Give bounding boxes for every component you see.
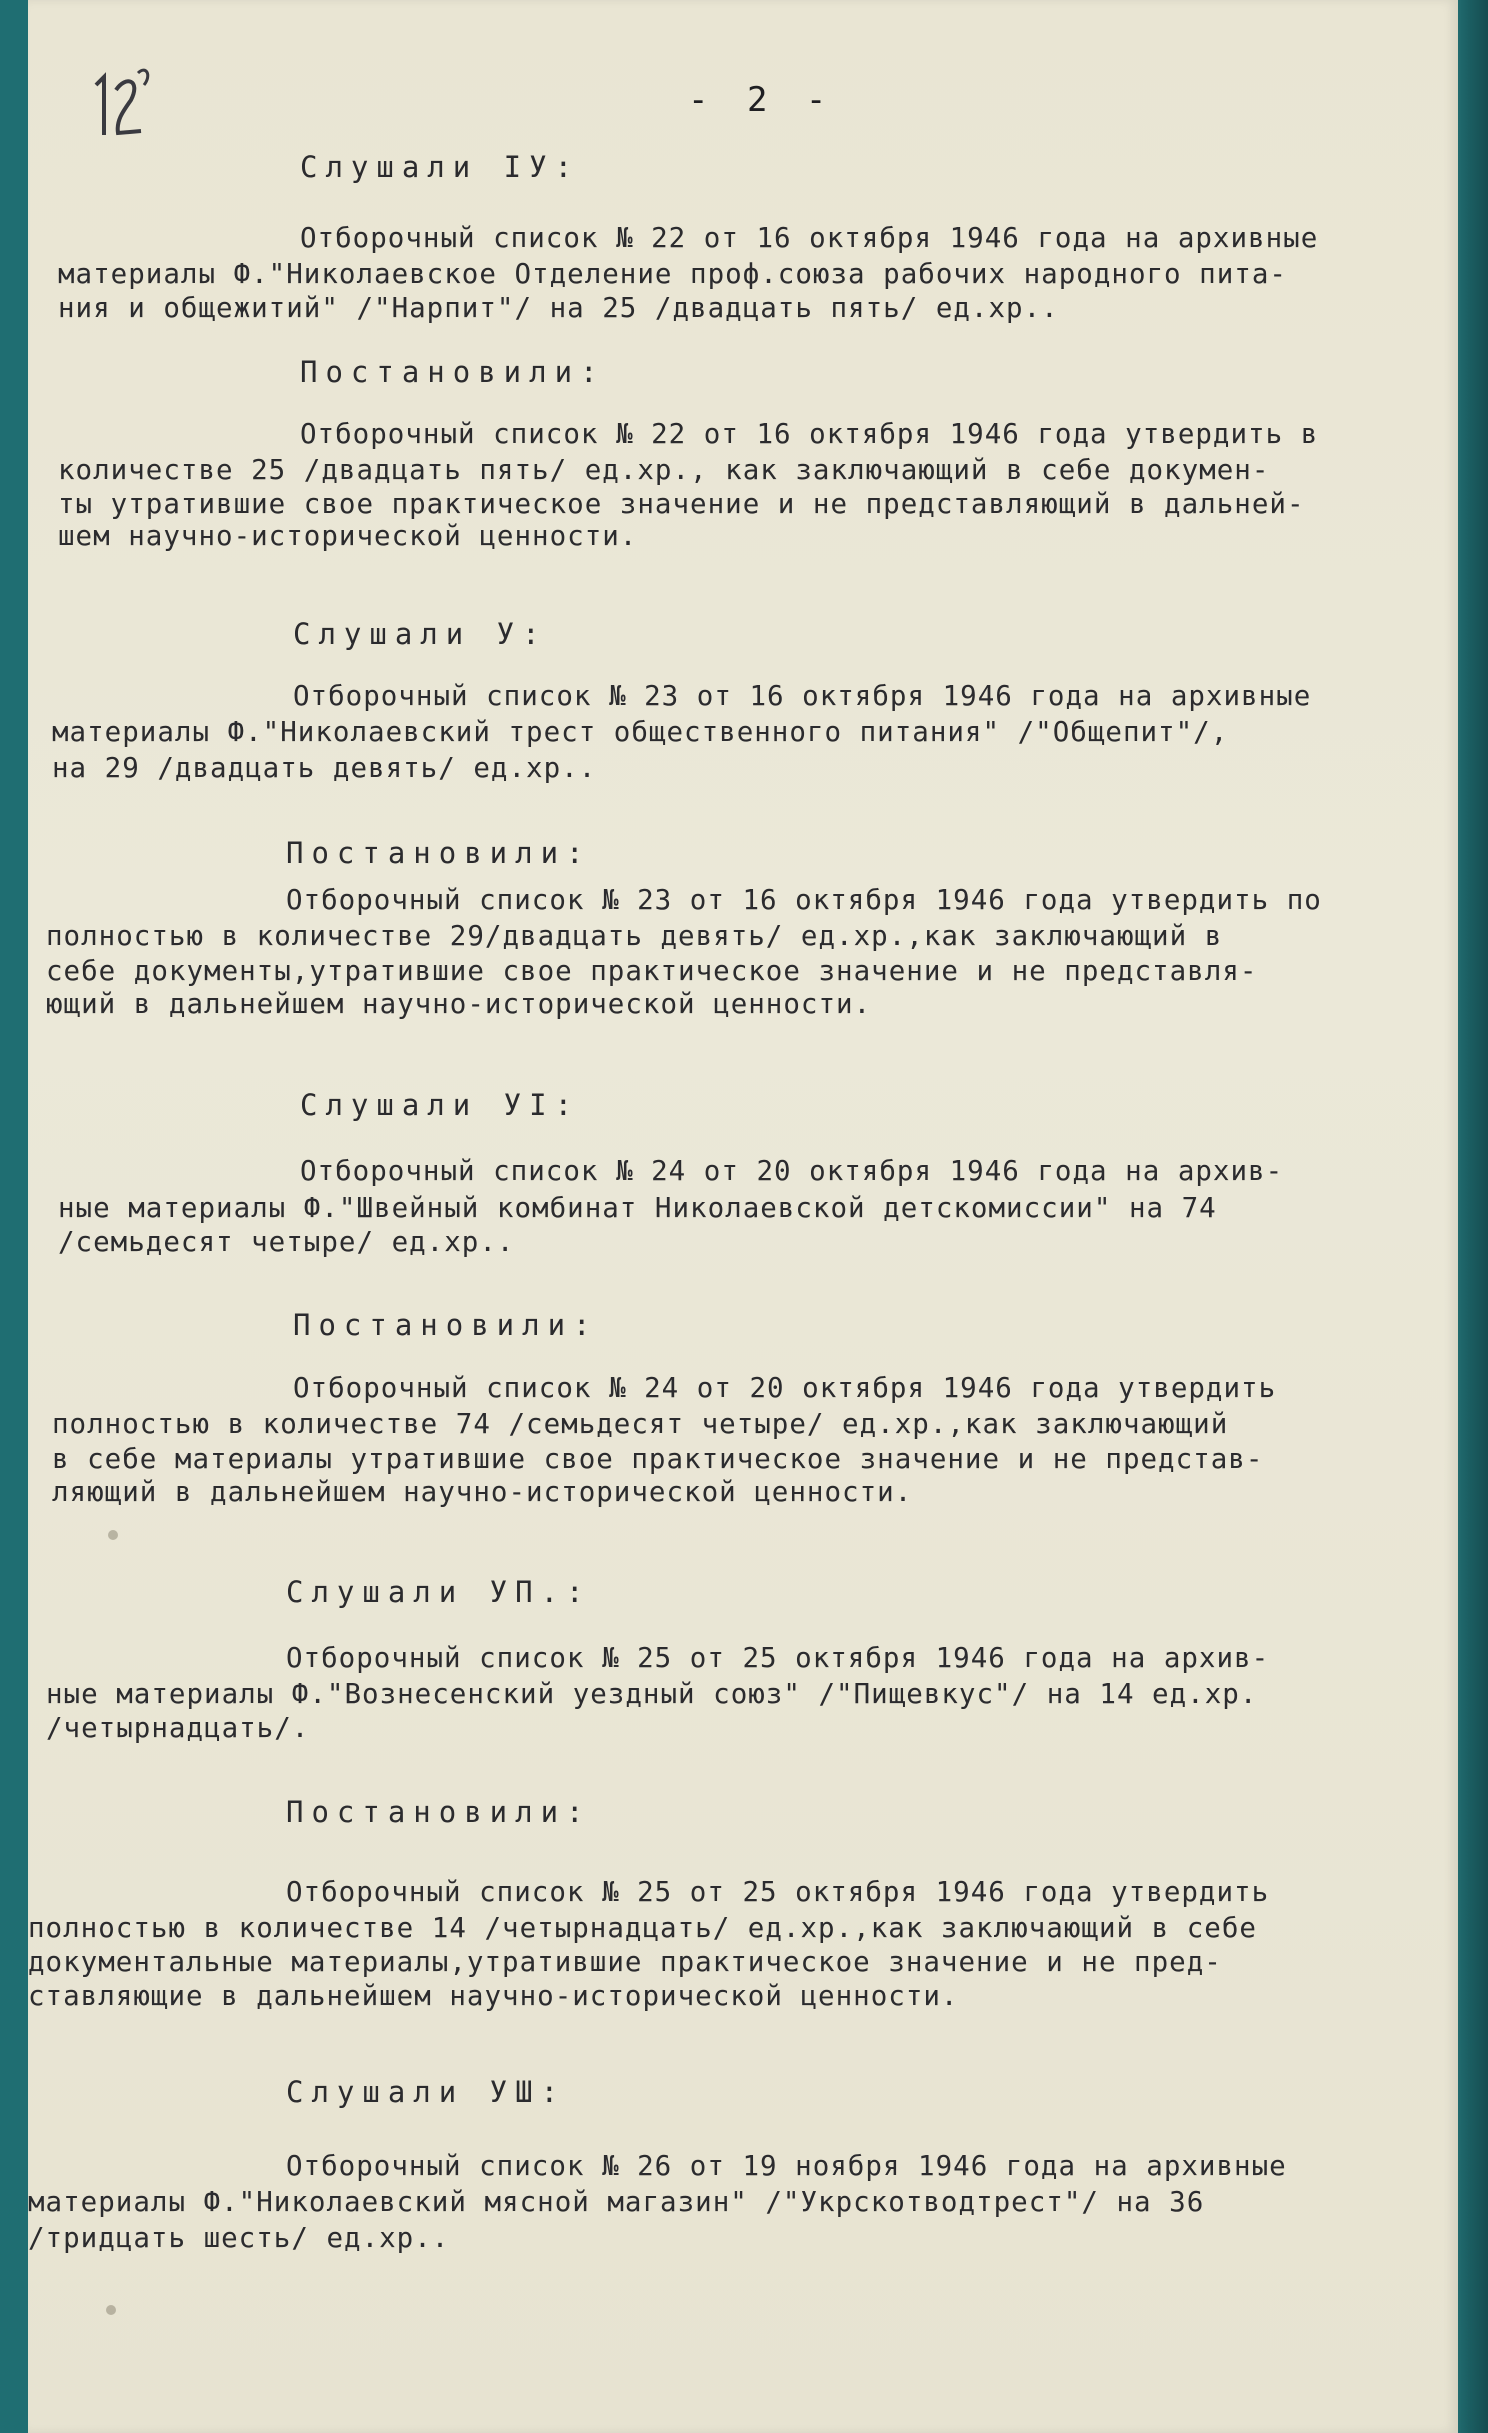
text-line: ляющий в дальнейшем научно-исторической ценности. [52, 1476, 913, 1508]
text-line: количестве 25 /двадцать пять/ ед.хр., как заключающий в себе докумен- [58, 454, 1270, 486]
text-line: материалы Ф."Николаевский трест общественного питания" /"Общепит"/, [52, 716, 1229, 748]
text-line: материалы Ф."Николаевское Отделение проф.союза рабочих народного пита- [58, 258, 1287, 290]
section-heading: Постановили: [300, 355, 606, 389]
text-line: ные материалы Ф."Вознесенский уездный союз" /"Пищевкус"/ на 14 ед.хр. [46, 1678, 1258, 1710]
document-page [28, 0, 1458, 2433]
text-line: на 29 /двадцать девять/ ед.хр.. [52, 752, 597, 784]
text-line: ные материалы Ф."Швейный комбинат Николаевской детскомиссии" на 74 [58, 1192, 1217, 1224]
paper-speck [106, 2305, 116, 2315]
text-line: Отборочный список № 23 от 16 октября 1946 года утвердить по [286, 884, 1322, 916]
text-line: себе документы,утратившие свое практическое значение и не представля- [46, 955, 1258, 987]
text-line: полностью в количестве 14 /четырнадцать/ ед.хр.,как заключающий в себе [28, 1912, 1257, 1944]
section-heading: Постановили: [293, 1308, 599, 1342]
text-line: Отборочный список № 23 от 16 октября 1946 года на архивные [293, 680, 1312, 712]
text-line: шем научно-исторической ценности. [58, 520, 638, 552]
text-line: Отборочный список № 26 от 19 ноября 1946 года на архивные [286, 2150, 1287, 2182]
archive-handwritten-mark [86, 55, 156, 145]
text-line: Отборочный список № 22 от 16 октября 1946 года утвердить в [300, 418, 1319, 450]
text-line: Отборочный список № 22 от 16 октября 1946 года на архивные [300, 222, 1319, 254]
page-number: - 2 - [688, 80, 828, 120]
text-line: /тридцать шесть/ ед.хр.. [28, 2222, 450, 2254]
section-heading: Слушали УI: [300, 1088, 581, 1122]
text-line: Отборочный список № 25 от 25 октября 1946 года утвердить [286, 1876, 1270, 1908]
text-line: ты утратившие свое практическое значение и не представляющий в дальней- [58, 488, 1305, 520]
text-line: документальные материалы,утратившие практическое значение и не пред- [28, 1946, 1222, 1978]
paper-speck [108, 1530, 118, 1540]
text-line: /четырнадцать/. [46, 1712, 310, 1744]
text-line: материалы Ф."Николаевский мясной магазин" /"Укрскотводтрест"/ на 36 [28, 2186, 1205, 2218]
text-line: Отборочный список № 24 от 20 октября 1946 года на архив- [300, 1155, 1284, 1187]
section-heading: Слушали IУ: [300, 150, 581, 184]
text-line: ния и общежитий" /"Нарпит"/ на 25 /двадцать пять/ ед.хр.. [58, 292, 1059, 324]
section-heading: Слушали УШ: [286, 2075, 567, 2109]
text-line: полностью в количестве 74 /семьдесят четыре/ ед.хр.,как заключающий [52, 1408, 1229, 1440]
text-line: полностью в количестве 29/двадцать девять/ ед.хр.,как заключающий в [46, 920, 1223, 952]
text-line: Отборочный список № 25 от 25 октября 1946 года на архив- [286, 1642, 1270, 1674]
text-line: Отборочный список № 24 от 20 октября 1946 года утвердить [293, 1372, 1277, 1404]
text-line: /семьдесят четыре/ ед.хр.. [58, 1226, 515, 1258]
text-line: ставляющие в дальнейшем научно-исторической ценности. [28, 1980, 959, 2012]
section-heading: Постановили: [286, 836, 592, 870]
text-line: в себе материалы утратившие свое практическое значение и не представ- [52, 1443, 1264, 1475]
text-line: ющий в дальнейшем научно-исторической ценности. [46, 988, 872, 1020]
section-heading: Слушали У: [293, 617, 548, 651]
section-heading: Постановили: [286, 1795, 592, 1829]
section-heading: Слушали УП.: [286, 1575, 592, 1609]
